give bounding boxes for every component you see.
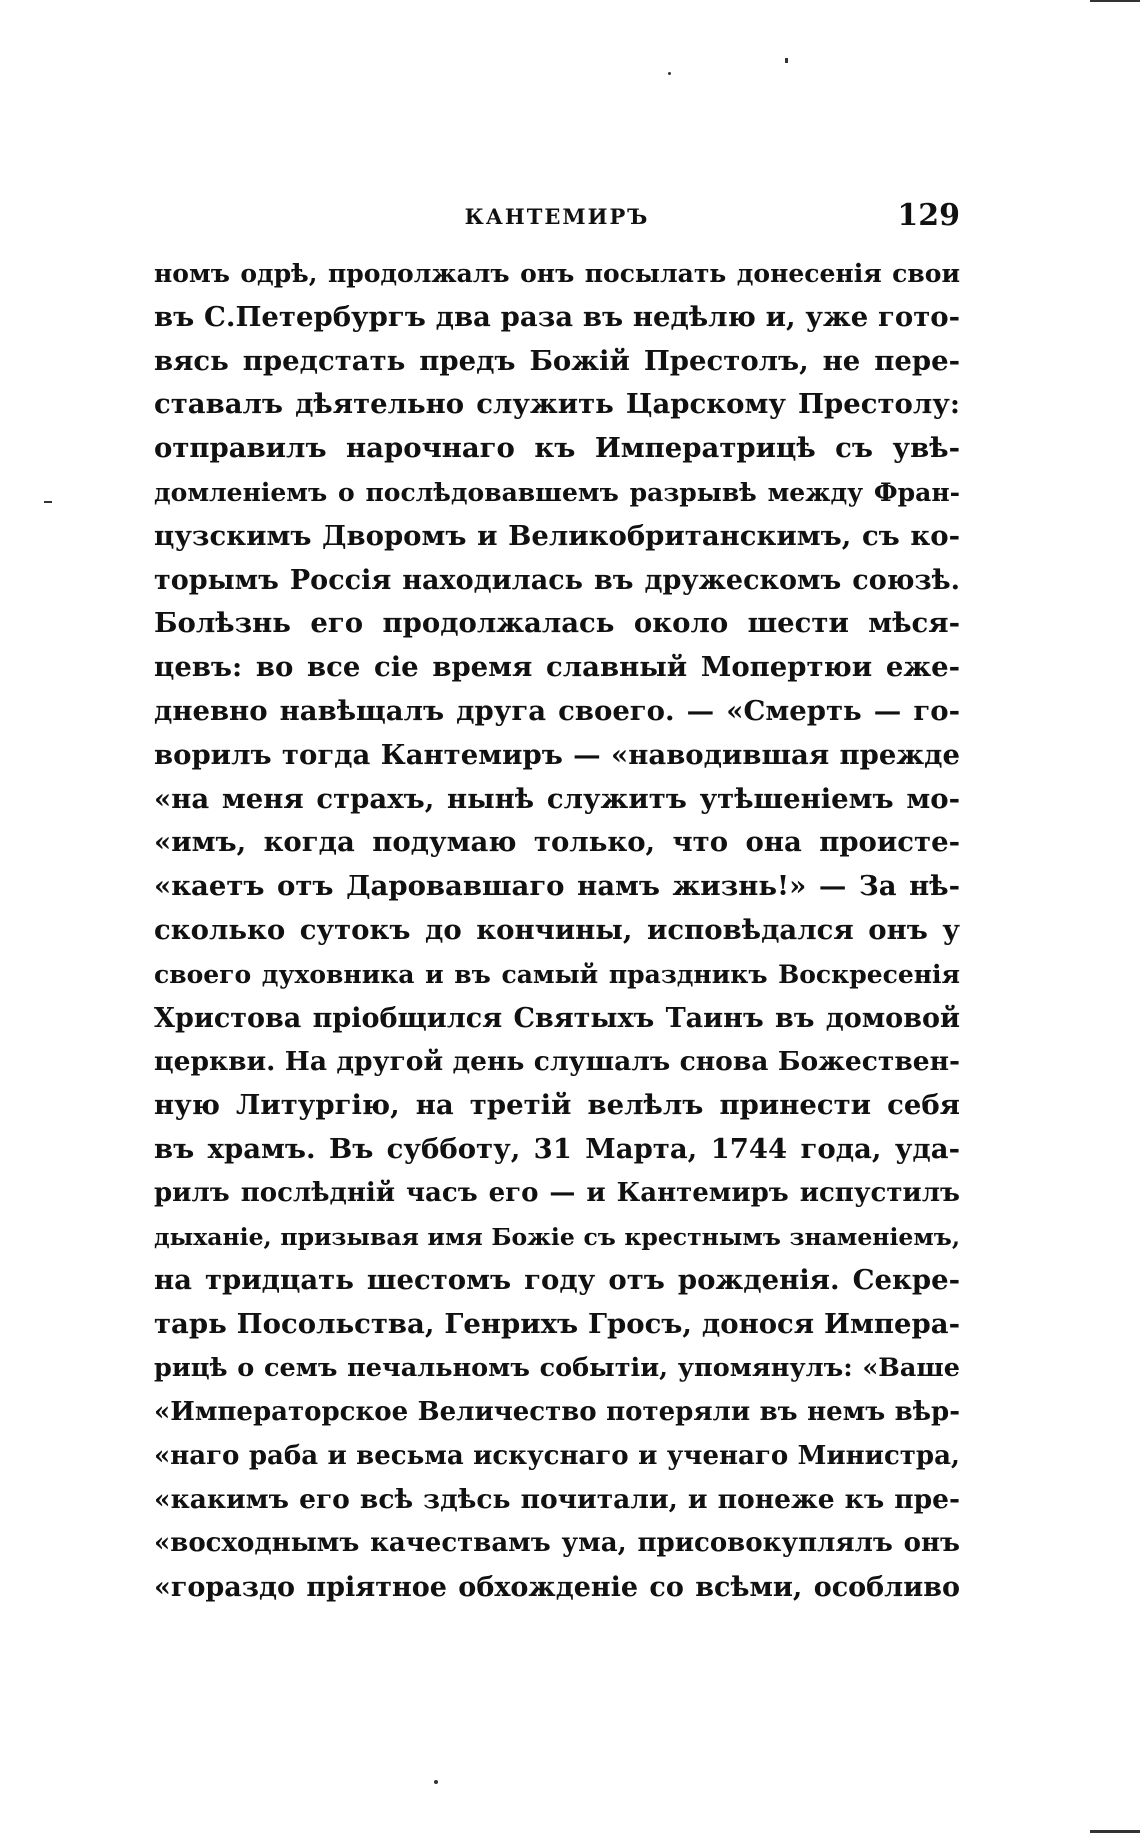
text-line: домленіемъ о послѣдовавшемъ разрывѣ между Фран-: [154, 477, 960, 507]
scan-edge-mark: [1090, 0, 1140, 2]
page-number: 129: [897, 198, 960, 233]
text-line: въ С.Петербургъ два раза въ недѣлю и, уже гото-: [154, 300, 960, 333]
scan-speck: [668, 72, 671, 75]
text-line: «наго раба и весьма искуснаго и ученаго Министра,: [154, 1440, 960, 1471]
text-line: отправилъ нарочнаго къ Императрицѣ съ увѣ-: [154, 432, 960, 465]
text-line: дыханіе, призывая имя Божіе съ крестнымъ знаменіемъ,: [154, 1222, 960, 1251]
scan-speck: [785, 58, 788, 63]
text-line: церкви. На другой день слушалъ снова Божествен-: [154, 1046, 960, 1078]
text-line: сколько сутокъ до кончины, исповѣдался онъ у: [154, 913, 960, 946]
text-line: вясь предстать предъ Божій Престолъ, не пере-: [154, 344, 960, 377]
text-line: «какимъ его всѣ здѣсь почитали, и понеже къ пре-: [154, 1484, 960, 1516]
text-line: торымъ Россія находилась въ дружескомъ союзѣ.: [154, 564, 960, 596]
text-line: ворилъ тогда Кантемиръ — «наводившая прежде: [154, 738, 960, 771]
text-line: дневно навѣщалъ друга своего. — «Смерть — го-: [154, 694, 960, 727]
text-line: «каетъ отъ Даровавшаго намъ жизнь!» — За нѣ-: [154, 870, 960, 903]
text-line: «гораздо пріятное обхожденіе со всѣми, особливо: [154, 1571, 960, 1603]
text-line: на тридцать шестомъ году отъ рожденія. Секре-: [154, 1264, 960, 1297]
text-line: въ храмъ. Въ субботу, 31 Марта, 1744 года, уда-: [154, 1132, 960, 1165]
text-line: «Императорское Величество потеряли въ немъ вѣр-: [154, 1396, 960, 1427]
scan-speck: [434, 1780, 438, 1784]
running-title: КАНТЕМИРЪ: [464, 204, 650, 229]
scan-edge-mark: [1090, 1830, 1140, 1833]
body-text: [154, 252, 960, 1610]
text-line: Христова пріобщился Святыхъ Таинъ въ домовой: [154, 1002, 960, 1034]
text-line: ставалъ дѣятельно служить Царскому Престолу:: [154, 388, 960, 421]
scan-margin-mark: [44, 501, 52, 503]
running-head: [154, 198, 960, 238]
text-line: «имъ, когда подумаю только, что она происте-: [154, 826, 960, 859]
text-line: ную Литургію, на третій велѣлъ принести себя: [154, 1089, 960, 1122]
text-line: «на меня страхъ, нынѣ служитъ утѣшеніемъ мо-: [154, 782, 960, 815]
text-line: рилъ послѣдній часъ его — и Кантемиръ испустилъ: [154, 1177, 960, 1208]
text-line: номъ одрѣ, продолжалъ онъ посылать донесенія свои: [154, 259, 960, 288]
text-line: рицѣ о семъ печальномъ событіи, упомянулъ: «Ваше: [154, 1352, 960, 1383]
text-line: Болѣзнь его продолжалась около шести мѣся-: [154, 607, 960, 640]
text-line: цузскимъ Дворомъ и Великобританскимъ, съ ко-: [154, 519, 960, 552]
text-line: своего духовника и въ самый праздникъ Воскресенія: [154, 959, 960, 989]
text-line: «восходнымъ качествамъ ума, присовокуплялъ онъ: [154, 1528, 960, 1559]
text-line: тарь Посольства, Генрихъ Гросъ, донося Импера-: [154, 1308, 960, 1341]
text-line: цевъ: во все сіе время славный Мопертюи еже-: [154, 651, 960, 684]
